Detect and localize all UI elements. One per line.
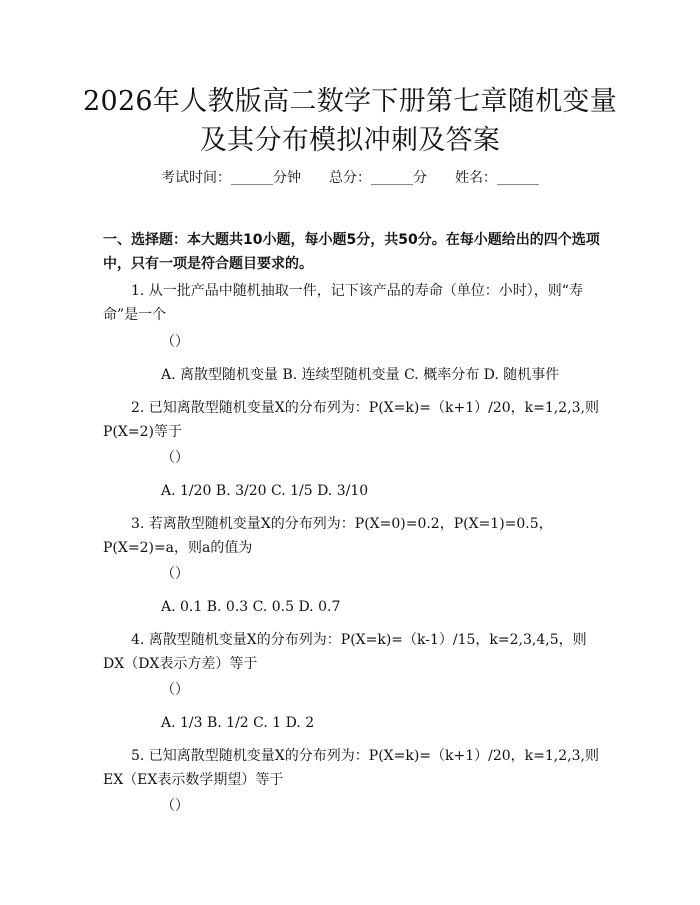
question-4-answer-blank: （） <box>161 682 189 698</box>
question-3-answer-blank: （） <box>161 566 189 582</box>
student-name-field: 姓名：______ <box>455 170 539 186</box>
title-line-2: 及其分布模拟冲刺及答案 <box>199 125 501 156</box>
question-5-text: 5. 已知离散型随机变量X的分布列为：P(X=k)=（k+1）/20，k=1,2,3,则EX（EX表示数学期望）等于 <box>103 748 599 788</box>
total-score-field: 总分：______分 <box>329 170 427 186</box>
question-3-options: A. 0.1 B. 0.3 C. 0.5 D. 0.7 <box>161 599 341 615</box>
question-4-options: A. 1/3 B. 1/2 C. 1 D. 2 <box>161 715 315 731</box>
question-1-options: A. 离散型随机变量 B. 连续型随机变量 C. 概率分布 D. 随机事件 <box>161 367 560 383</box>
question-2-text: 2. 已知离散型随机变量X的分布列为：P(X=k)=（k+1）/20，k=1,2,3,则P(X=2)等于 <box>103 400 599 440</box>
document-title <box>40 82 660 160</box>
title-line-1: 2026年人教版高二数学下册第七章随机变量 <box>82 86 617 117</box>
exam-time-field: 考试时间：______分钟 <box>161 170 301 186</box>
question-1-text: 1. 从一批产品中随机抽取一件，记下该产品的寿命（单位：小时），则“寿命”是一个 <box>103 283 583 323</box>
question-3-text: 3. 若离散型随机变量X的分布列为：P(X=0)=0.2，P(X=1)=0.5，P(X=2)=a，则a的值为 <box>103 516 553 556</box>
exam-info-line <box>0 167 700 189</box>
question-4-text: 4. 离散型随机变量X的分布列为：P(X=k)=（k-1）/15，k=2,3,4,5，则DX（DX表示方差）等于 <box>103 632 587 672</box>
section-heading: 一、选择题：本大题共10小题，每小题5分，共50分。在每小题给出的四个选项中，只有一项是符合题目要求的。 <box>103 232 600 272</box>
question-1-answer-blank: （） <box>161 334 189 350</box>
question-2-options: A. 1/20 B. 3/20 C. 1/5 D. 3/10 <box>161 483 369 499</box>
question-5-answer-blank: （） <box>161 798 189 814</box>
question-2-answer-blank: （） <box>161 450 189 466</box>
